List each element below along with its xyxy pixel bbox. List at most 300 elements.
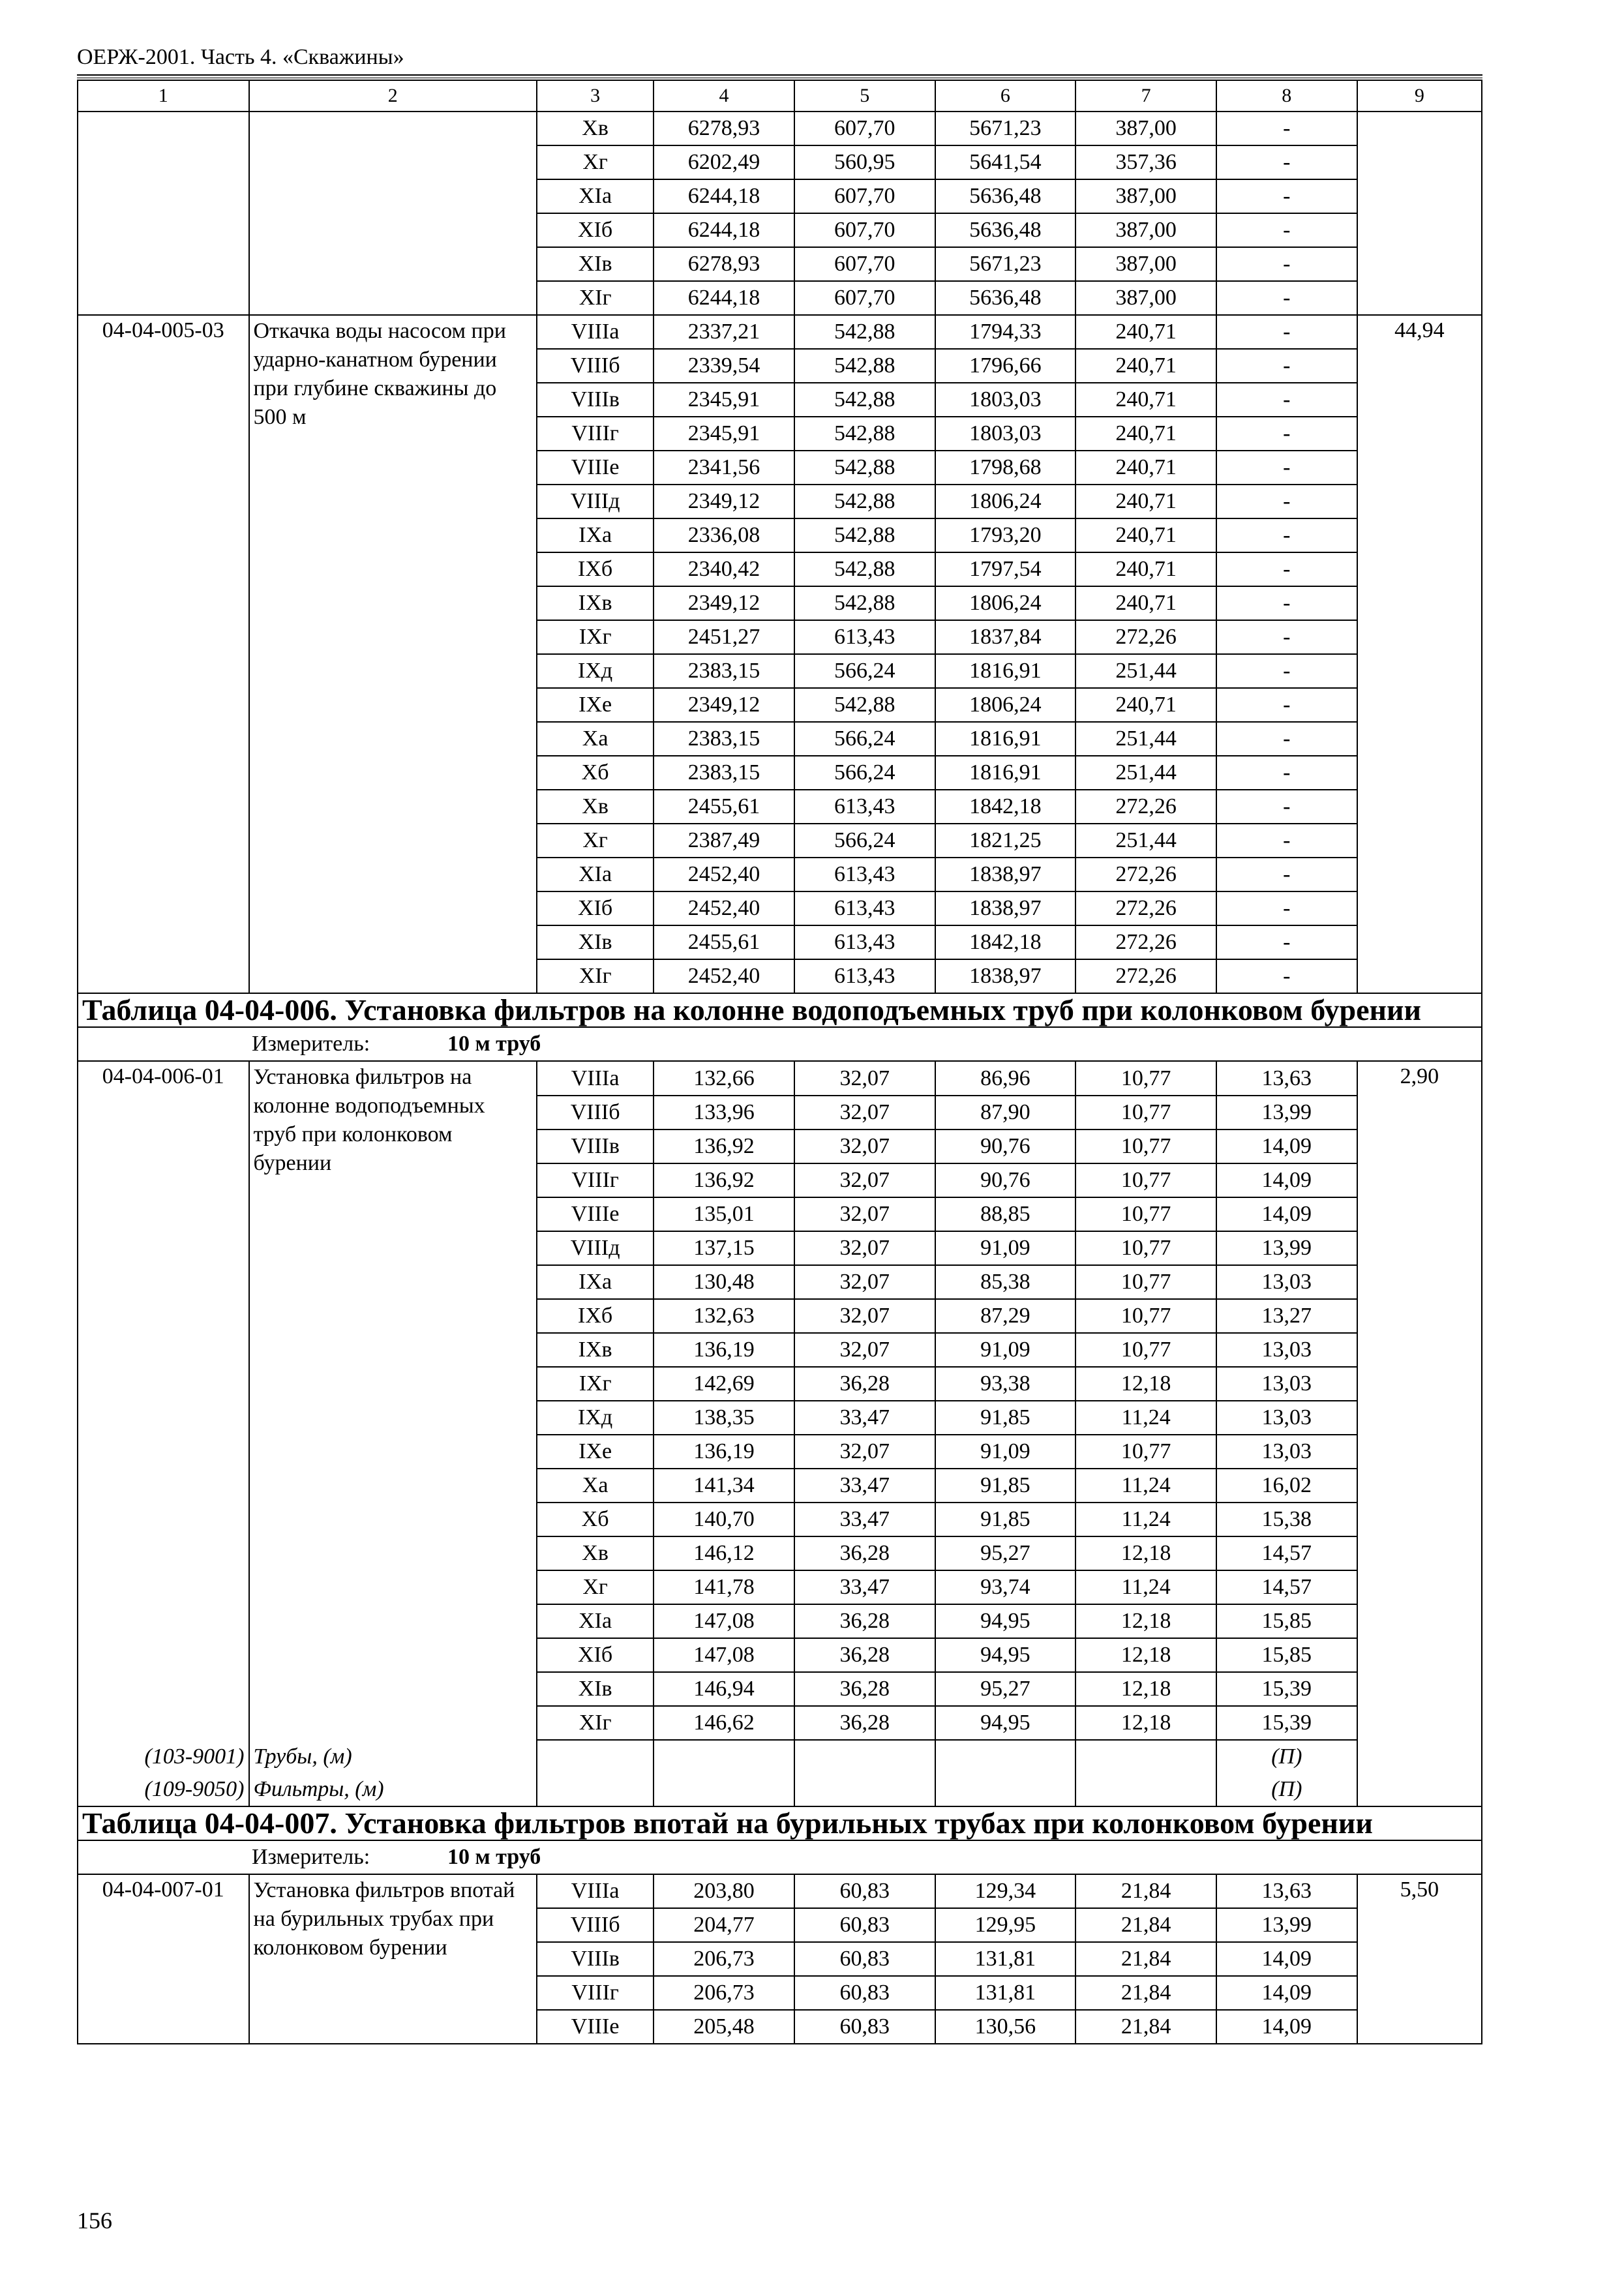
zone-cell: ХIг (537, 1706, 654, 1740)
value-cell: 15,85 (1216, 1604, 1357, 1638)
value-cell: 133,96 (654, 1096, 794, 1130)
value-cell: 129,34 (935, 1874, 1076, 1908)
value-cell: 36,28 (794, 1604, 935, 1638)
value-cell: 32,07 (794, 1163, 935, 1197)
value-cell: 14,57 (1216, 1570, 1357, 1604)
value-cell: 2341,56 (654, 451, 794, 485)
value-cell: 6278,93 (654, 247, 794, 281)
value-cell: 33,47 (794, 1401, 935, 1435)
col9-value: 2,90 (1357, 1061, 1482, 1806)
value-cell: 1816,91 (935, 722, 1076, 756)
norm-code-empty (78, 1265, 249, 1299)
resource-row (78, 1740, 1482, 1773)
value-cell: 10,77 (1075, 1130, 1216, 1163)
zone-cell: ХIа (537, 1604, 654, 1638)
zone-cell: VIIIа (537, 1061, 654, 1096)
value-cell: - (1216, 112, 1357, 145)
zone-cell: IХв (537, 586, 654, 620)
zone-cell: VIIIа (537, 1874, 654, 1908)
value-cell: 607,70 (794, 112, 935, 145)
zone-cell: VIIIе (537, 2010, 654, 2044)
value-cell: 613,43 (794, 858, 935, 891)
value-cell: 87,29 (935, 1299, 1076, 1333)
value-cell: 138,35 (654, 1401, 794, 1435)
zone-cell: IХб (537, 1299, 654, 1333)
zone-cell: VIIIд (537, 1231, 654, 1265)
value-cell: 1842,18 (935, 790, 1076, 824)
value-cell: - (1216, 179, 1357, 213)
value-cell: - (1216, 959, 1357, 993)
value-cell: 387,00 (1075, 281, 1216, 315)
value-cell: 95,27 (935, 1536, 1076, 1570)
value-cell: 32,07 (794, 1061, 935, 1096)
value-cell: 33,47 (794, 1503, 935, 1536)
value-cell: 136,19 (654, 1435, 794, 1469)
norm-code-empty (78, 1096, 249, 1130)
zone-cell: Ха (537, 1469, 654, 1503)
value-cell: 131,81 (935, 1942, 1076, 1976)
value-cell: 13,03 (1216, 1401, 1357, 1435)
value-cell: 13,99 (1216, 1231, 1357, 1265)
norm-code-empty (78, 1333, 249, 1367)
value-cell: 91,09 (935, 1333, 1076, 1367)
value-cell: 240,71 (1075, 417, 1216, 451)
value-cell: 21,84 (1075, 1942, 1216, 1976)
value-cell: - (1216, 654, 1357, 688)
value-cell: - (1216, 315, 1357, 349)
value-cell: 387,00 (1075, 213, 1216, 247)
zone-cell: Хв (537, 112, 654, 145)
norm-code-empty (78, 1299, 249, 1333)
value-cell: 1794,33 (935, 315, 1076, 349)
zone-cell: ХIг (537, 281, 654, 315)
value-cell: 13,99 (1216, 1908, 1357, 1942)
empty-cell (654, 1773, 794, 1806)
zone-cell: IХг (537, 620, 654, 654)
column-number: 8 (1216, 80, 1357, 112)
value-cell: 240,71 (1075, 586, 1216, 620)
value-cell: 5636,48 (935, 281, 1076, 315)
value-cell: 2340,42 (654, 552, 794, 586)
value-cell: 130,56 (935, 2010, 1076, 2044)
value-cell: 15,39 (1216, 1672, 1357, 1706)
zone-cell: ХIв (537, 247, 654, 281)
value-cell: 1838,97 (935, 959, 1076, 993)
value-cell: 94,95 (935, 1604, 1076, 1638)
value-cell: 1797,54 (935, 552, 1076, 586)
zone-cell: VIIIд (537, 485, 654, 518)
value-cell: - (1216, 586, 1357, 620)
value-cell: 2452,40 (654, 858, 794, 891)
resource-mark: (П) (1216, 1740, 1357, 1773)
value-cell: 387,00 (1075, 179, 1216, 213)
value-cell: 129,95 (935, 1908, 1076, 1942)
value-cell: 204,77 (654, 1908, 794, 1942)
value-cell: 141,34 (654, 1469, 794, 1503)
value-cell: 21,84 (1075, 1976, 1216, 2010)
table-row (78, 1061, 1482, 1096)
value-cell: 136,19 (654, 1333, 794, 1367)
value-cell: 272,26 (1075, 858, 1216, 891)
value-cell: 2339,54 (654, 349, 794, 383)
value-cell: 86,96 (935, 1061, 1076, 1096)
zone-cell: VIIIг (537, 1976, 654, 2010)
value-cell: 131,81 (935, 1976, 1076, 2010)
value-cell: - (1216, 518, 1357, 552)
resource-name: Трубы, (м) (249, 1740, 537, 1773)
value-cell: 613,43 (794, 925, 935, 959)
value-cell: 613,43 (794, 891, 935, 925)
value-cell: 206,73 (654, 1942, 794, 1976)
value-cell: 272,26 (1075, 620, 1216, 654)
value-cell: 1821,25 (935, 824, 1076, 858)
value-cell: 15,85 (1216, 1638, 1357, 1672)
measure-cell (78, 1840, 1482, 1874)
value-cell: 2337,21 (654, 315, 794, 349)
value-cell: 141,78 (654, 1570, 794, 1604)
value-cell: 5671,23 (935, 112, 1076, 145)
value-cell: 542,88 (794, 552, 935, 586)
value-cell: 560,95 (794, 145, 935, 179)
norm-code: 04-04-005-03 (78, 315, 249, 993)
value-cell: 240,71 (1075, 315, 1216, 349)
value-cell: 60,83 (794, 1874, 935, 1908)
value-cell: 240,71 (1075, 552, 1216, 586)
zone-cell: ХIб (537, 891, 654, 925)
value-cell: 1798,68 (935, 451, 1076, 485)
zone-cell: Ха (537, 722, 654, 756)
norm-code-empty (78, 1536, 249, 1570)
column-number: 9 (1357, 80, 1482, 112)
value-cell: 2452,40 (654, 891, 794, 925)
zone-cell: ХIв (537, 1672, 654, 1706)
value-cell: 6202,49 (654, 145, 794, 179)
value-cell: 10,77 (1075, 1231, 1216, 1265)
empty-cell (794, 1740, 935, 1773)
value-cell: 1806,24 (935, 485, 1076, 518)
value-cell: 32,07 (794, 1333, 935, 1367)
norm-code: 04-04-007-01 (78, 1874, 249, 2044)
norm-code: 04-04-006-01 (78, 1061, 249, 1096)
value-cell: 542,88 (794, 485, 935, 518)
value-cell: 5671,23 (935, 247, 1076, 281)
zone-cell: VIIIг (537, 1163, 654, 1197)
value-cell: 85,38 (935, 1265, 1076, 1299)
value-cell: 132,66 (654, 1061, 794, 1096)
value-cell: 542,88 (794, 518, 935, 552)
norm-description: Откачка воды насосом при ударно-канатном бурении при глубине скважины до 500 м (249, 315, 537, 993)
zone-cell: VIIIб (537, 1908, 654, 1942)
norm-code-empty (78, 1231, 249, 1265)
value-cell: 2349,12 (654, 688, 794, 722)
value-cell: 6244,18 (654, 281, 794, 315)
value-cell: 10,77 (1075, 1299, 1216, 1333)
norm-description: Установка фильтров впотай на бурильных трубах при колонковом бурении (249, 1874, 537, 2044)
value-cell: 90,76 (935, 1130, 1076, 1163)
resource-row (78, 1773, 1482, 1806)
value-cell: 60,83 (794, 1942, 935, 1976)
value-cell: 33,47 (794, 1469, 935, 1503)
empty-cell (537, 1740, 654, 1773)
value-cell: 2452,40 (654, 959, 794, 993)
value-cell: 251,44 (1075, 722, 1216, 756)
zone-cell: Хг (537, 145, 654, 179)
value-cell: - (1216, 451, 1357, 485)
value-cell: - (1216, 552, 1357, 586)
value-cell: 5641,54 (935, 145, 1076, 179)
value-cell: 1806,24 (935, 688, 1076, 722)
value-cell: 14,09 (1216, 1163, 1357, 1197)
value-cell: 2455,61 (654, 790, 794, 824)
zone-cell: IХв (537, 1333, 654, 1367)
value-cell: 566,24 (794, 722, 935, 756)
value-cell: 613,43 (794, 620, 935, 654)
norm-code-empty (78, 1469, 249, 1503)
value-cell: 60,83 (794, 1908, 935, 1942)
value-cell: 11,24 (1075, 1503, 1216, 1536)
value-cell: 32,07 (794, 1435, 935, 1469)
resource-code: (103-9001) (78, 1740, 249, 1773)
value-cell: 32,07 (794, 1231, 935, 1265)
zone-cell: IХе (537, 1435, 654, 1469)
value-cell: 36,28 (794, 1706, 935, 1740)
value-cell: 6244,18 (654, 213, 794, 247)
value-cell: 13,03 (1216, 1367, 1357, 1401)
value-cell: 542,88 (794, 586, 935, 620)
value-cell: 251,44 (1075, 824, 1216, 858)
value-cell: - (1216, 722, 1357, 756)
value-cell: 1793,20 (935, 518, 1076, 552)
value-cell: 91,09 (935, 1231, 1076, 1265)
zone-cell: VIIIб (537, 349, 654, 383)
value-cell: 60,83 (794, 1976, 935, 2010)
value-cell: 203,80 (654, 1874, 794, 1908)
col9-value: 5,50 (1357, 1874, 1482, 2044)
value-cell: 251,44 (1075, 654, 1216, 688)
zone-cell: Хг (537, 824, 654, 858)
value-cell: 607,70 (794, 179, 935, 213)
table-row (78, 315, 1482, 349)
empty-cell (654, 1740, 794, 1773)
resource-code: (109-9050) (78, 1773, 249, 1806)
table-title-row (78, 993, 1482, 1027)
column-number: 6 (935, 80, 1076, 112)
measure-label: Измеритель: (252, 1032, 370, 1056)
value-cell: 10,77 (1075, 1197, 1216, 1231)
value-cell: 272,26 (1075, 925, 1216, 959)
zone-cell: IХд (537, 654, 654, 688)
value-cell: 542,88 (794, 451, 935, 485)
value-cell: 136,92 (654, 1163, 794, 1197)
value-cell: - (1216, 790, 1357, 824)
value-cell: 14,09 (1216, 2010, 1357, 2044)
value-cell: 1803,03 (935, 383, 1076, 417)
value-cell: - (1216, 281, 1357, 315)
value-cell: 10,77 (1075, 1061, 1216, 1096)
value-cell: 147,08 (654, 1604, 794, 1638)
norm-code-empty (78, 1604, 249, 1638)
value-cell: 146,62 (654, 1706, 794, 1740)
value-cell: 21,84 (1075, 1874, 1216, 1908)
value-cell: 272,26 (1075, 959, 1216, 993)
zone-cell: IХд (537, 1401, 654, 1435)
col9-value (1357, 112, 1482, 315)
norm-description (249, 112, 537, 315)
value-cell: 91,85 (935, 1503, 1076, 1536)
value-cell: 13,63 (1216, 1061, 1357, 1096)
measure-row (78, 1027, 1482, 1061)
value-cell: 542,88 (794, 688, 935, 722)
zone-cell: ХIа (537, 858, 654, 891)
value-cell: 36,28 (794, 1536, 935, 1570)
value-cell: 60,83 (794, 2010, 935, 2044)
norm-code-empty (78, 1638, 249, 1672)
value-cell: 6278,93 (654, 112, 794, 145)
zone-cell: VIIIб (537, 1096, 654, 1130)
value-cell: 12,18 (1075, 1672, 1216, 1706)
value-cell: 566,24 (794, 756, 935, 790)
column-number: 5 (794, 80, 935, 112)
value-cell: 32,07 (794, 1265, 935, 1299)
value-cell: 140,70 (654, 1503, 794, 1536)
value-cell: 10,77 (1075, 1096, 1216, 1130)
value-cell: 1838,97 (935, 858, 1076, 891)
value-cell: 1796,66 (935, 349, 1076, 383)
value-cell: 137,15 (654, 1231, 794, 1265)
value-cell: 21,84 (1075, 2010, 1216, 2044)
value-cell: 613,43 (794, 959, 935, 993)
running-header: ОЕРЖ-2001. Часть 4. «Скважины» (77, 45, 404, 69)
value-cell: 14,09 (1216, 1942, 1357, 1976)
norm-code-empty (78, 1197, 249, 1231)
measure-label: Измеритель: (252, 1845, 370, 1869)
resource-mark: (П) (1216, 1773, 1357, 1806)
zone-cell: Хв (537, 1536, 654, 1570)
value-cell: - (1216, 417, 1357, 451)
zone-cell: VIIIв (537, 383, 654, 417)
value-cell: 13,63 (1216, 1874, 1357, 1908)
value-cell: 240,71 (1075, 451, 1216, 485)
value-cell: - (1216, 858, 1357, 891)
empty-cell (1075, 1740, 1216, 1773)
zone-cell: ХIб (537, 213, 654, 247)
value-cell: 240,71 (1075, 485, 1216, 518)
value-cell: 95,27 (935, 1672, 1076, 1706)
value-cell: 147,08 (654, 1638, 794, 1672)
value-cell: 12,18 (1075, 1604, 1216, 1638)
value-cell: 2345,91 (654, 383, 794, 417)
column-number: 3 (537, 80, 654, 112)
zone-cell: IХа (537, 1265, 654, 1299)
value-cell: 32,07 (794, 1197, 935, 1231)
value-cell: 13,03 (1216, 1265, 1357, 1299)
value-cell: 2383,15 (654, 722, 794, 756)
value-cell: 566,24 (794, 824, 935, 858)
empty-cell (1075, 1773, 1216, 1806)
zone-cell: IХг (537, 1367, 654, 1401)
zone-cell: VIIIа (537, 315, 654, 349)
zone-cell: ХIг (537, 959, 654, 993)
value-cell: 94,95 (935, 1706, 1076, 1740)
value-cell: - (1216, 349, 1357, 383)
empty-cell (794, 1773, 935, 1806)
value-cell: 36,28 (794, 1367, 935, 1401)
value-cell: 5636,48 (935, 213, 1076, 247)
value-cell: 12,18 (1075, 1706, 1216, 1740)
value-cell: 542,88 (794, 383, 935, 417)
empty-cell (537, 1773, 654, 1806)
column-number: 2 (249, 80, 537, 112)
value-cell: 91,85 (935, 1469, 1076, 1503)
column-number: 7 (1075, 80, 1216, 112)
value-cell: 93,38 (935, 1367, 1076, 1401)
value-cell: 10,77 (1075, 1333, 1216, 1367)
measure-value: 10 м труб (447, 1845, 541, 1869)
value-cell: 607,70 (794, 213, 935, 247)
value-cell: 135,01 (654, 1197, 794, 1231)
value-cell: 10,77 (1075, 1435, 1216, 1469)
value-cell: 91,09 (935, 1435, 1076, 1469)
value-cell: 6244,18 (654, 179, 794, 213)
value-cell: 542,88 (794, 349, 935, 383)
value-cell: 32,07 (794, 1299, 935, 1333)
value-cell: 132,63 (654, 1299, 794, 1333)
norm-code-empty (78, 1706, 249, 1740)
value-cell: 13,03 (1216, 1435, 1357, 1469)
zone-cell: ХIв (537, 925, 654, 959)
col9-value: 44,94 (1357, 315, 1482, 993)
value-cell: 387,00 (1075, 247, 1216, 281)
value-cell: - (1216, 247, 1357, 281)
value-cell: 2455,61 (654, 925, 794, 959)
value-cell: 387,00 (1075, 112, 1216, 145)
norm-description: Установка фильтров на колонне водоподъемных труб при колонковом бурении (249, 1061, 537, 1740)
table-title-row (78, 1806, 1482, 1840)
value-cell: 33,47 (794, 1570, 935, 1604)
value-cell: 1837,84 (935, 620, 1076, 654)
value-cell: 1816,91 (935, 654, 1076, 688)
measure-cell (78, 1027, 1482, 1061)
table-title: Таблица 04-04-006. Установка фильтров на колонне водоподъемных труб при колонковом бурении (78, 993, 1482, 1027)
value-cell: - (1216, 891, 1357, 925)
value-cell: 1816,91 (935, 756, 1076, 790)
value-cell: 542,88 (794, 417, 935, 451)
zone-cell: Хб (537, 1503, 654, 1536)
value-cell: 15,38 (1216, 1503, 1357, 1536)
zone-cell: Хв (537, 790, 654, 824)
value-cell: 36,28 (794, 1638, 935, 1672)
value-cell: 136,92 (654, 1130, 794, 1163)
value-cell: 240,71 (1075, 518, 1216, 552)
value-cell: 240,71 (1075, 383, 1216, 417)
norm-code-empty (78, 1503, 249, 1536)
value-cell: 13,99 (1216, 1096, 1357, 1130)
value-cell: 12,18 (1075, 1638, 1216, 1672)
value-cell: 94,95 (935, 1638, 1076, 1672)
value-cell: 206,73 (654, 1976, 794, 2010)
zone-cell: Хг (537, 1570, 654, 1604)
value-cell: - (1216, 688, 1357, 722)
value-cell: 1838,97 (935, 891, 1076, 925)
zone-cell: VIIIе (537, 451, 654, 485)
value-cell: 240,71 (1075, 688, 1216, 722)
value-cell: 32,07 (794, 1096, 935, 1130)
value-cell: 146,12 (654, 1536, 794, 1570)
table-row (78, 1874, 1482, 1908)
zone-cell: VIIIг (537, 417, 654, 451)
value-cell: - (1216, 213, 1357, 247)
value-cell: - (1216, 145, 1357, 179)
